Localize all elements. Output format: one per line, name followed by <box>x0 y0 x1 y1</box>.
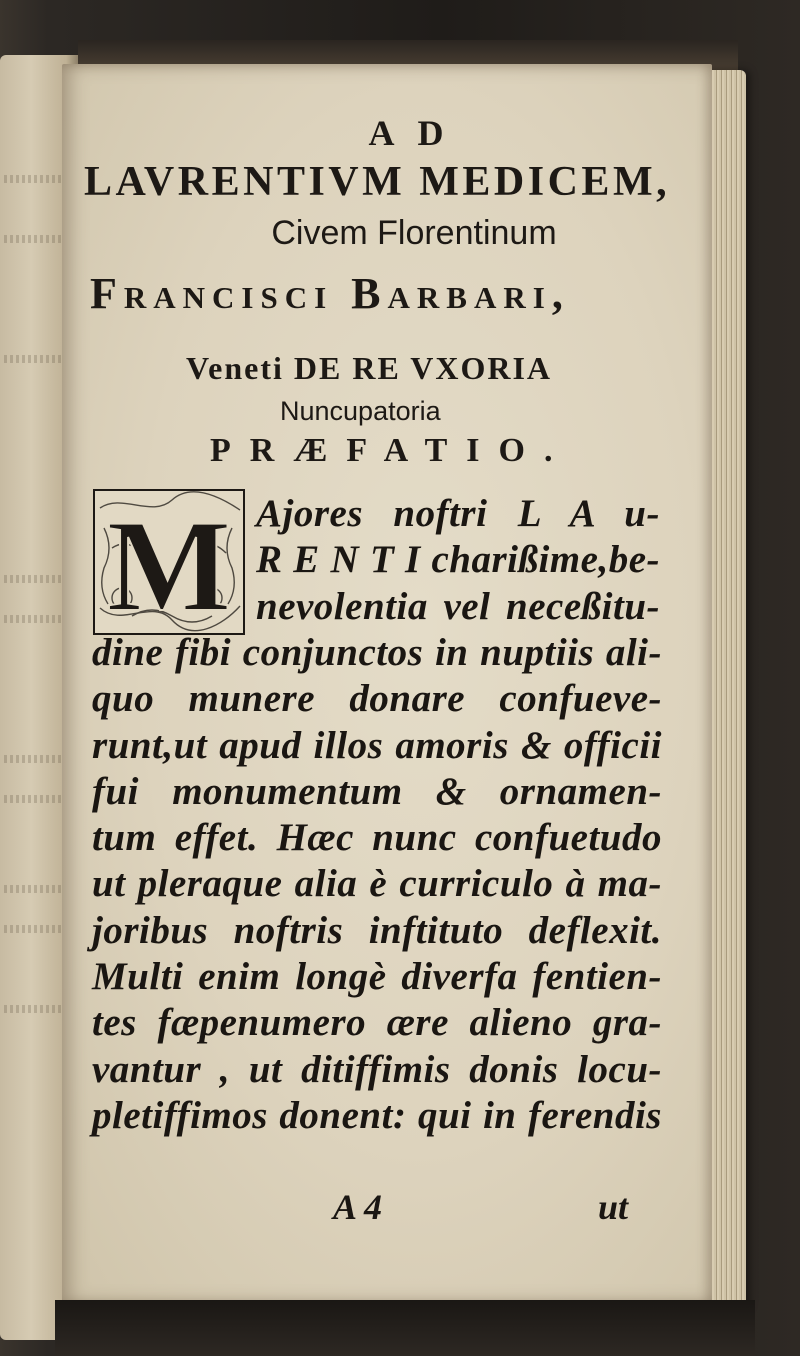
body-line-14: pletiffimos donent: qui in ferendis <box>92 1094 662 1137</box>
signature-mark: A 4 <box>333 1187 383 1227</box>
title-civem: Civem Florentinum <box>271 214 557 252</box>
body-line-10: joribus noftris inftituto deflexit. <box>92 909 662 952</box>
body-line-9: ut pleraque alia è curriculo à ma- <box>92 862 662 905</box>
body-line-6: runt,ut apud illos amoris & officii <box>92 724 662 767</box>
body-line-2: R E N T I charißime,be- <box>256 538 660 581</box>
title-veneti: Veneti DE RE VXORIA <box>186 350 553 386</box>
body-line-4: dine fibi conjunctos in nuptiis ali- <box>92 631 662 674</box>
catchword: ut <box>598 1187 629 1227</box>
body-line-5: quo munere donare confueve- <box>92 677 662 720</box>
body-line-1: Ajores noftri L A u- <box>256 492 660 535</box>
svg-text:M: M <box>106 492 232 636</box>
body-line-11: Multi enim longè diverfa fentien- <box>92 955 662 998</box>
title-praefatio: PRÆFATIO. <box>210 432 572 469</box>
decorated-initial-m-icon <box>92 488 246 636</box>
body-line-3: nevolentia vel neceßitu- <box>256 585 660 628</box>
title-ad: A D <box>368 113 452 153</box>
body-line-12: tes fæpenumero ære alieno gra- <box>92 1001 662 1044</box>
body-line-8: tum effet. Hæc nunc confuetudo <box>92 816 662 859</box>
title-nuncupatoria: Nuncupatoria <box>280 396 441 426</box>
title-addressee: LAVRENTIVM MEDICEM, <box>84 159 671 205</box>
title-author: Francisci Barbari, <box>90 269 570 318</box>
book-bottom-edge <box>55 1300 755 1356</box>
body-line-13: vantur , ut ditiffimis donis locu- <box>92 1048 662 1091</box>
body-line-7: fui monumentum & ornamen- <box>92 770 662 813</box>
